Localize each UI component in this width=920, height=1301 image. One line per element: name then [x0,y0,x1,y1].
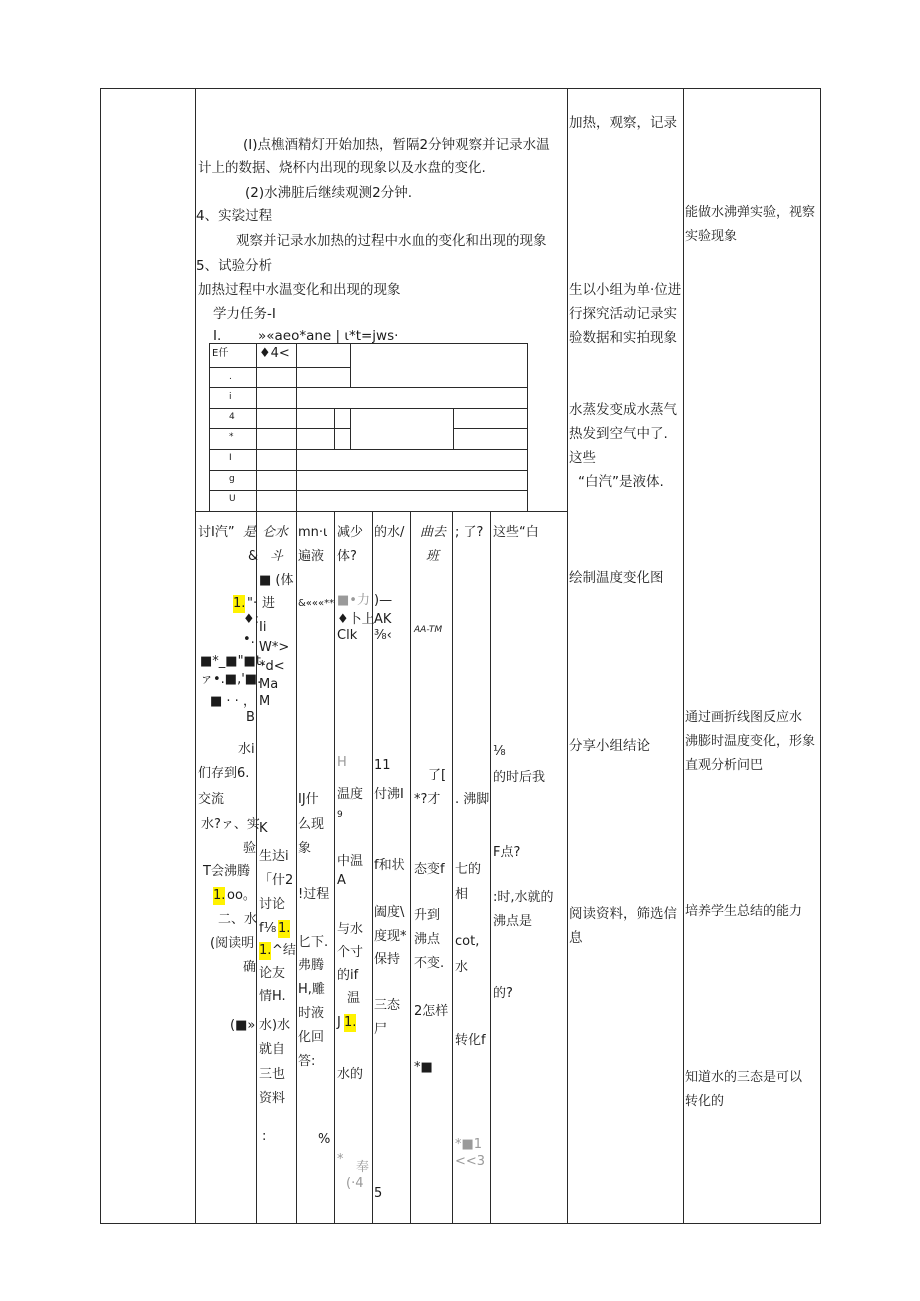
student-activity-text: 水蒸发变成水蒸气 [569,402,677,418]
discussion-text: 时液 [298,1006,325,1021]
discussion-text: 们存到6. [198,766,250,781]
discussion-text: 个寸 [337,945,364,960]
student-activity-text: 分享小组结论 [569,738,650,754]
discussion-text: 斗 [270,549,284,564]
task-title: 学力任务-I [213,306,276,322]
discussion-text: 的时后我 [493,770,546,785]
data-table-row-label: i [229,392,232,402]
discussion-text: 么现 [298,817,325,832]
table-rule-vertical [820,88,821,1224]
table-rule-vertical [350,343,351,388]
discussion-text: ⅛ [493,744,506,759]
discussion-text: 水?ァ、实 [201,817,260,832]
discussion-text: IJ什 [298,792,319,807]
design-intent-text: 知道水的三态是可以 [685,1070,803,1085]
table-rule-horizontal [100,1223,821,1224]
discussion-text: ♦卜上 [337,612,375,627]
table-rule-vertical [490,511,491,1224]
discussion-text: 水i [238,742,255,757]
discussion-text: 仑水 [262,525,289,540]
discussion-text: 温 [347,991,361,1006]
discussion-text: J [337,1015,341,1030]
section-heading-process: 4、实裟过程 [196,208,273,224]
discussion-text: 减少 [337,525,364,540]
table-rule-horizontal [209,367,351,368]
procedure-step1: (I)点樵酒精灯开始加热，暂隔2分钟观察并记录水温 [243,137,550,153]
discussion-text: 的if [337,968,359,983]
task-item-text: »«aeo*ane | ι*t=jws· [258,328,399,344]
discussion-text: 与水 [337,922,364,937]
data-table-row-label: * [229,432,234,442]
discussion-text: 交流 [198,792,225,807]
discussion-text: mn·ι [298,525,328,540]
table-rule-vertical [296,511,297,1224]
discussion-text: (阅读明 [210,936,255,951]
discussion-text: 确 [243,960,257,975]
discussion-text: 升到 [414,908,441,923]
data-table-row-label: . [229,372,232,382]
task-item-number: I. [213,328,222,344]
discussion-text: H,雕 [298,982,325,997]
discussion-text: 中温 [337,854,364,869]
discussion-text: 匕下. [298,935,329,950]
table-rule-horizontal [453,428,528,429]
data-table-header-cell: ♦4< [259,346,290,361]
design-intent-text: 沸膨时温度变化，形象 [685,734,816,749]
table-rule-vertical [410,511,411,1224]
discussion-text: 沸点是 [493,914,533,929]
student-activity-text: 阅读资料，筛选信 [569,906,677,922]
discussion-text: 就自 [259,1042,286,1057]
procedure-step1-continued: 计上的数据、烧杯内出现的现象以及水盘的变化. [198,160,486,176]
discussion-text: 不变. [414,956,445,971]
discussion-text: 论友 [259,966,286,981]
highlighted-number: 1. [213,888,226,903]
discussion-text: 度现* [374,929,407,944]
student-activity-text: 行探究活动记录实 [569,306,677,322]
table-rule-vertical [334,511,335,1224]
discussion-text: 弗腾 [298,958,325,973]
discussion-text: 了[ [428,768,447,783]
discussion-text: 资料 [259,1091,286,1106]
discussion-text: •. [243,632,255,647]
procedure-step2: (2)水沸脏后继续观测2分钟. [245,185,413,201]
discussion-text: f⅛ [259,921,277,936]
table-rule-vertical [209,343,210,512]
discussion-text: 9 [337,810,343,820]
data-table-row-label: U [229,494,236,504]
discussion-text: Ma [259,677,279,692]
discussion-text: 答: [298,1054,316,1069]
table-rule-vertical [100,88,101,1224]
discussion-text: 水 [455,960,469,975]
highlighted-number: 1. [233,596,246,611]
discussion-text: 七的 [455,862,482,877]
faint-text: 奉 [356,1160,370,1175]
table-rule-vertical [683,88,684,1224]
discussion-text: 水)水 [259,1018,291,1033]
discussion-text: 这些“白 [493,525,539,540]
table-rule-vertical [350,408,351,450]
table-rule-vertical [567,88,568,1224]
discussion-text: 讨I汽” [198,525,235,540]
discussion-text: (■» [230,1018,256,1033]
discussion-text: :时,水就的 [493,890,554,905]
data-table-row-label: I [229,453,232,463]
discussion-text: 曲去 [420,525,447,540]
discussion-text: 付沸I [374,787,404,802]
discussion-text: &«««** [298,598,335,609]
discussion-text: *■ [414,1060,433,1075]
discussion-text: Ii [259,620,267,635]
design-intent-text: 培养学生总结的能力 [685,904,803,919]
table-rule-horizontal [195,511,568,512]
table-rule-horizontal [100,88,821,89]
discussion-text: AK [374,612,392,627]
process-description: 观察并记录水加热的过程中水血的变化和出现的现象 [236,233,547,249]
discussion-text: 温度 [337,787,364,802]
discussion-text: % [318,1132,331,1147]
discussion-text: : [262,1129,267,1144]
discussion-text: 情H. [259,989,286,1004]
discussion-text: 「什2 [259,873,294,888]
design-intent-text: 转化的 [685,1094,725,1109]
student-activity-text: 生以小组为单·位进 [569,282,682,298]
analysis-description: 加热过程中水温变化和出现的现象 [198,282,401,298]
discussion-text: 化回 [298,1030,325,1045]
discussion-text: ^结 [272,943,296,958]
table-rule-vertical [334,408,335,450]
discussion-text: . 沸脚 [455,792,490,807]
discussion-text: 三态 [374,998,401,1013]
discussion-text: 班 [426,549,440,564]
faint-text: H [337,755,347,770]
student-activity-text: 加热，观察，记录 [569,115,677,131]
discussion-text: 进 [262,596,276,611]
table-rule-vertical [452,511,453,1224]
faint-text: <<3 [455,1154,486,1169]
data-table-row-label: 4 [229,412,235,422]
discussion-text: ァ•.■,'■. [200,672,262,687]
discussion-text: cot, [455,934,480,949]
data-table-header-cell: E仟 [212,348,229,359]
faint-text: ■•力 [337,593,370,608]
discussion-text: 11 [374,758,391,773]
discussion-text: B [246,710,255,725]
discussion-text: !过程 [298,887,330,902]
design-intent-text: 通过画折线图反应水 [685,710,803,725]
discussion-text: 转化f [455,1033,486,1048]
discussion-text: 5 [374,1186,383,1201]
discussion-text: 二、水 [218,912,258,927]
table-rule-vertical [296,343,297,512]
discussion-text: 生达i [259,849,289,864]
discussion-text: 象 [298,841,312,856]
discussion-text: K [259,821,268,836]
discussion-text: 是 [243,525,257,540]
design-intent-text: 能做水沸弹实验，视察 [685,205,816,220]
faint-text: *■1 [455,1137,483,1152]
discussion-text: 保持 [374,952,401,967]
discussion-text: A [337,873,346,888]
table-rule-vertical [453,408,454,450]
discussion-text: f和状 [374,858,405,873]
data-table-row-label: g [229,474,235,484]
student-activity-text: 绘制温度变化图 [569,570,664,586]
student-activity-text: 验数据和实拍现象 [569,330,677,346]
discussion-text: T会沸腾 [203,864,250,879]
discussion-text: ■ (体 [259,573,294,588]
student-activity-text: 这些 [569,450,596,466]
discussion-text: F点? [493,845,521,860]
faint-text: (·4 [346,1176,364,1191]
discussion-text: Clk [337,628,358,643]
discussion-text: 相 [455,887,469,902]
discussion-text: & [248,549,259,564]
discussion-text: 阖度\ [374,905,405,920]
faint-text: * [337,1152,344,1167]
section-heading-analysis: 5、试验分析 [196,258,273,274]
table-rule-horizontal [209,428,351,429]
highlighted-number: 1. [278,921,291,936]
discussion-text: *?才 [414,792,441,807]
discussion-text: 沸点 [414,932,441,947]
discussion-text: ; 了? [455,525,484,540]
discussion-text: 水的 [337,1067,364,1082]
discussion-text: )— [374,593,393,608]
table-rule-vertical [527,343,528,512]
discussion-text: oo。 [227,888,256,903]
highlighted-number: 1. [344,1015,357,1030]
student-activity-text: 息 [569,930,583,946]
design-intent-text: 直观分析问巴 [685,758,764,773]
discussion-text: *d< [259,659,285,674]
discussion-text: 的水/ [374,525,405,540]
discussion-text: ■*_■"■t. [200,654,266,669]
discussion-text: 验 [243,841,257,856]
discussion-text: 体? [337,549,357,564]
discussion-text: M [259,694,271,709]
discussion-text: 遍液 [298,549,325,564]
discussion-text: 尸 [374,1022,388,1037]
discussion-text: W*> [259,640,290,655]
discussion-text: AA-TM [414,625,443,635]
discussion-text: 讨论 [259,897,286,912]
discussion-text: ♦: [243,612,260,627]
discussion-text: 2怎样 [414,1004,449,1019]
discussion-text: ■ · · ， [210,694,256,709]
discussion-text: 的? [493,986,513,1001]
student-activity-text: “白汽”是液体. [578,474,664,490]
student-activity-text: 热发到空气中了. [569,426,668,442]
discussion-text: 态变f [414,862,445,877]
discussion-text: "· [247,596,258,611]
discussion-text: ⅜‹ [374,628,392,643]
design-intent-text: 实验现象 [685,229,738,244]
highlighted-number: 1. [259,943,272,958]
discussion-text: 三也 [259,1067,286,1082]
table-rule-vertical [256,343,257,512]
